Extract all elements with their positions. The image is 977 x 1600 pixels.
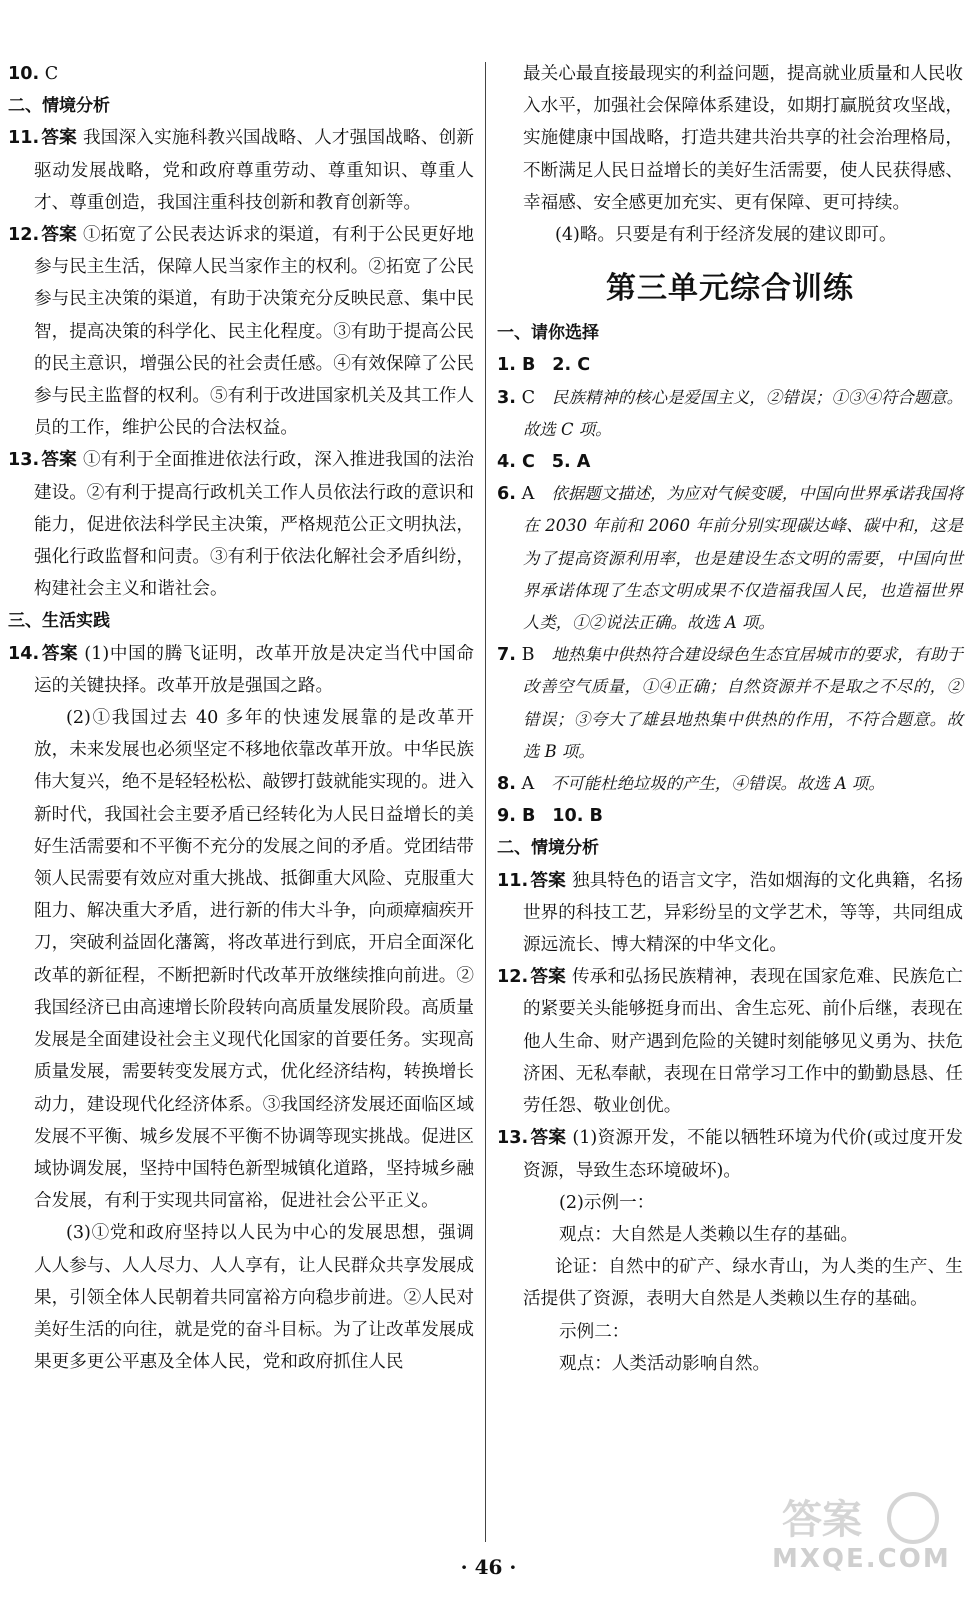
- example-two-heading: 示例二：: [559, 1321, 630, 1342]
- answer-14-part1: 14. 答案 (1)中国的腾飞证明，改革开放是决定当代中国命运的关键抉择。改革开放是强国之路。: [8, 643, 474, 696]
- answer-13: 13. 答案 ①有利于全面推进依法行政，深入推进我国的法治建设。②有利于提高行政机关工作人员依法行政的意识和能力，促进依法科学民主决策，严格规范公正文明执法，强化行政监督和问责。③有利于依法化解社会矛盾纠纷，构建社会主义和谐社会。: [8, 450, 474, 600]
- answers-1-2: 1. B 2. C: [497, 355, 591, 376]
- answer-14-part4: (4)略。只要是有利于经济发展的建议即可。: [555, 225, 897, 246]
- page-number: · 46 ·: [460, 1555, 517, 1579]
- answer-11-unit3: 11. 答案 独具特色的语言文字，浩如烟海的文化典籍，名扬世界的科技工艺，异彩纷呈的文学艺术，等等，共同组成源远流长、博大精深的中华文化。: [497, 870, 963, 956]
- answer-14-continued: 最关心最直接最现实的利益问题，提高就业质量和人民收入水平，加强社会保障体系建设，如期打赢脱贫攻坚战，实施健康中国战略，打造共建共治共享的社会治理格局，不断满足人民日益增长的美好生活需要，使人民获得感、幸福感、安全感更加充实、更有保障、更可持续。: [523, 64, 963, 213]
- answer-14-part2: (2)①我国过去 40 多年的快速发展靠的是改革开放，未来发展也必须坚定不移地依靠改革开放。中华民族伟大复兴，绝不是轻轻松松、敲锣打鼓就能实现的。进入新时代，我国社会主要矛盾已经转化为人民日益增长的美好生活需要和不平衡不充分的发展之间的矛盾。党团结带领人民需要有效应对重大挑战、抵御重大风险、克服重大阻力、解决重大矛盾，进行新的伟大斗争，向顽瘴痼疾开刀，突破利益固化藩篱，将改革进行到底，开启全面深化改革的新征程，不断把新时代改革开放继续推向前进。②我国经济已由高速增长阶段转向高质量发展阶段。高质量发展是全面建设社会主义现代化国家的首要任务。实现高质量发展，需要转变发展方式，优化经济结构，转换增长动力，建设现代化经济体系。③我国经济发展还面临区域发展不平衡、城乡发展不平衡不协调等现实挑战。促进区域协调发展，坚持中国特色新型城镇化道路，坚持城乡融合发展，有利于实现共同富裕，促进社会公平正义。: [34, 708, 474, 1212]
- answer-14-part3: (3)①党和政府坚持以人民为中心的发展思想，强调人人参与、人人尽力、人人享有，让人民群众共享发展成果，引领全体人民朝着共同富裕方向稳步前进。②人民对美好生活的向往，就是党的奋斗目标。为了让改革发展成果更多更公平惠及全体人民，党和政府抓住人民: [34, 1223, 474, 1373]
- answer-3: 3. C 民族精神的核心是爱国主义，②错误；①③④符合题意。故选 C 项。: [497, 387, 964, 439]
- answer-13-unit3: 13. 答案 (1)资源开发，不能以牺牲环境为代价(或过度开发资源，导致生态环境破坏)。: [497, 1128, 963, 1181]
- right-column: [497, 58, 963, 1380]
- answer-10: 10. C: [8, 64, 59, 84]
- unit-title: 第三单元综合训练: [606, 271, 854, 307]
- section-heading-situation: 二、情境分析: [8, 96, 110, 117]
- example-one-argument: 论证：自然中的矿产、绿水青山，为人类的生产、生活提供了资源，表明大自然是人类赖以生存的基础。: [523, 1257, 963, 1310]
- left-column: [8, 58, 474, 1378]
- answer-11: 11. 答案 我国深入实施科教兴国战略、人才强国战略、创新驱动发展战略，党和政府尊重劳动、尊重知识、尊重人才、尊重创造，我国注重科技创新和教育创新等。: [8, 128, 474, 213]
- section-heading-situation-2: 二、情境分析: [497, 838, 599, 859]
- column-divider: [485, 62, 486, 1542]
- example-one-heading: (2)示例一：: [559, 1192, 655, 1213]
- answer-12: 12. 答案 ①拓宽了公民表达诉求的渠道，有利于公民更好地参与民主生活，保障人民当家作主的权利。②拓宽了公民参与民主决策的渠道，有助于决策充分反映民意、集中民智，提高决策的科学化、民主化程度。③有助于提高公民的民主意识，增强公民的社会责任感。④有效保障了公民参与民主监督的权利。⑤有利于改进国家机关及其工作人员的工作，维护公民的合法权益。: [8, 225, 474, 439]
- watermark-cn: 答案: [782, 1497, 862, 1543]
- answer-12-unit3: 12. 答案 传承和弘扬民族精神，表现在国家危难、民族危亡的紧要关头能够挺身而出、舍生忘死、前仆后继，表现在他人生命、财产遇到危险的关键时刻能够见义勇为、扶危济困、无私奉献，表现在日常学习工作中的勤勤恳恳、任劳任怨、敬业创优。: [497, 967, 963, 1117]
- watermark-text: MXQE.COM: [772, 1544, 951, 1574]
- section-heading-practice: 三、生活实践: [8, 611, 110, 632]
- answer-7: 7. B 地热集中供热符合建设绿色生态宜居城市的要求，有助于改善空气质量，①④正确；自然资源并不是取之不尽的，②错误；③夸大了雄县地热集中供热的作用，不符合题意。故选 B 项。: [497, 645, 964, 761]
- example-two-view: 观点：人类活动影响自然。: [559, 1353, 771, 1374]
- answer-6: 6. A 依据题文描述，为应对气候变暖，中国向世界承诺我国将在 2030 年前和 2060 年前分别实现碳达峰、碳中和，这是为了提高资源利用率，也是建设生态文明的需要，中国向世界承诺体现了生态文明成果不仅造福我国人民，也造福世界人类，①②说法正确。故选 A 项。: [497, 484, 963, 633]
- answers-4-5: 4. C 5. A: [497, 452, 591, 473]
- section-heading-choice: 一、请你选择: [497, 323, 599, 344]
- answer-8: 8. A 不可能杜绝垃圾的产生，④错误。故选 A 项。: [497, 774, 885, 795]
- watermark-circle-icon: [887, 1492, 939, 1544]
- example-one-view: 观点：大自然是人类赖以生存的基础。: [559, 1224, 859, 1245]
- watermark-logo: [772, 1488, 951, 1593]
- answers-9-10: 9. B 10. B: [497, 806, 603, 827]
